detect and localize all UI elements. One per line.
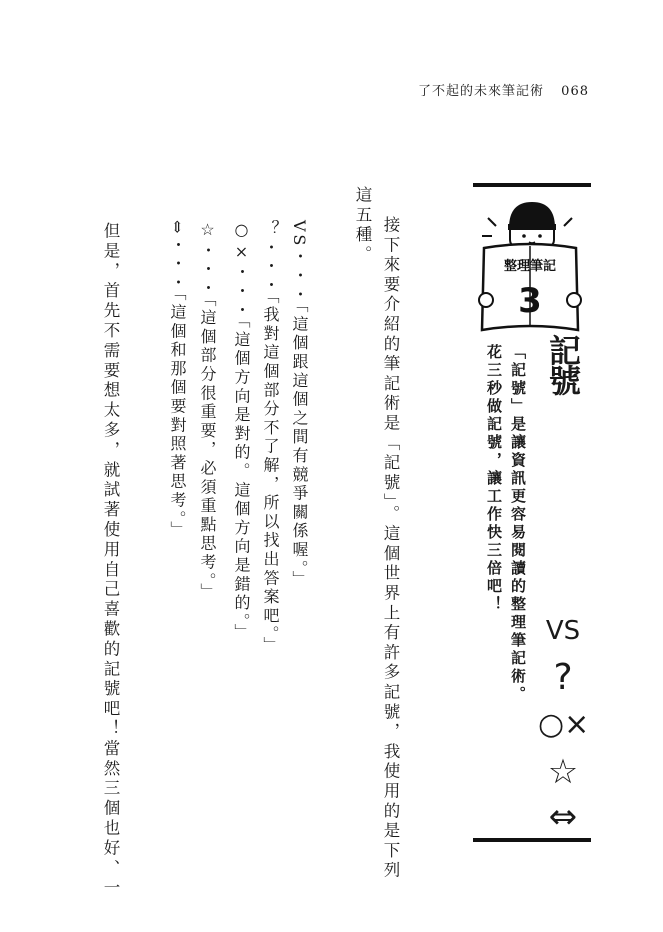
- section-title: 記號: [544, 334, 582, 394]
- marker-dots: ・・・: [168, 236, 187, 293]
- symbol-circle-cross: ○×: [538, 707, 590, 742]
- marker-symbol: ○×: [232, 220, 251, 264]
- double-arrow-icon: ⇔: [548, 797, 578, 837]
- sign-label: 整理筆記: [503, 259, 557, 274]
- star-icon: ☆: [547, 752, 579, 792]
- sidebar-bottom-rule: [473, 838, 591, 842]
- marker-line-star: [196, 220, 219, 602]
- mascot-holding-sign-illustration: [476, 196, 584, 346]
- symbol-question: ?: [553, 657, 573, 698]
- marker-meaning: 「這個和那個要對照著思考。」: [168, 292, 187, 540]
- section-subtitle-line1: 「記號」是讓資訊更容易閱讀的整理筆記術。: [509, 344, 527, 704]
- book-title: 了不起的未來筆記術: [418, 84, 545, 99]
- marker-line-vs: [288, 220, 311, 589]
- section-subtitle-line2: 花三秒做記號，讓工作快三倍吧！: [485, 344, 503, 614]
- marker-dots: ・・・: [232, 263, 251, 321]
- marker-meaning: 「這個方向是對的。這個方向是錯的。」: [232, 320, 251, 643]
- marker-meaning: 「這個部分很重要，必須重點思考。」: [198, 298, 217, 602]
- closing-paragraph-line1: 但是，首先不需要想太多，就試著使用自己喜歡的記號吧！當然三個也好、一: [101, 222, 120, 899]
- marker-symbol: ☆: [198, 220, 217, 242]
- marker-dots: ・・・: [290, 248, 309, 305]
- marker-line-question: [259, 220, 282, 655]
- marker-symbol: VS: [290, 220, 309, 249]
- sign-number: 3: [518, 281, 542, 321]
- sidebar-top-rule: [473, 183, 591, 187]
- marker-symbol: ⇔: [168, 220, 187, 237]
- page-number: 068: [561, 84, 589, 99]
- marker-dots: ・・・: [261, 238, 280, 296]
- running-header: [418, 80, 589, 99]
- marker-meaning: 「這個跟這個之間有競爭關係喔。」: [290, 304, 309, 590]
- marker-symbol: ？: [261, 220, 280, 239]
- marker-line-double-arrow: [166, 220, 189, 540]
- symbol-vs: VS: [545, 616, 581, 646]
- marker-dots: ・・・: [198, 241, 217, 299]
- marker-line-circle-cross: [230, 220, 253, 642]
- intro-paragraph-line1: 接下來要介紹的筆記術是「記號」。這個世界上有許多記號，我使用的是下列: [381, 216, 400, 881]
- intro-paragraph-line2: 這五種。: [353, 186, 372, 266]
- marker-meaning: 「我對這個部分不了解，所以找出答案吧。」: [261, 295, 280, 656]
